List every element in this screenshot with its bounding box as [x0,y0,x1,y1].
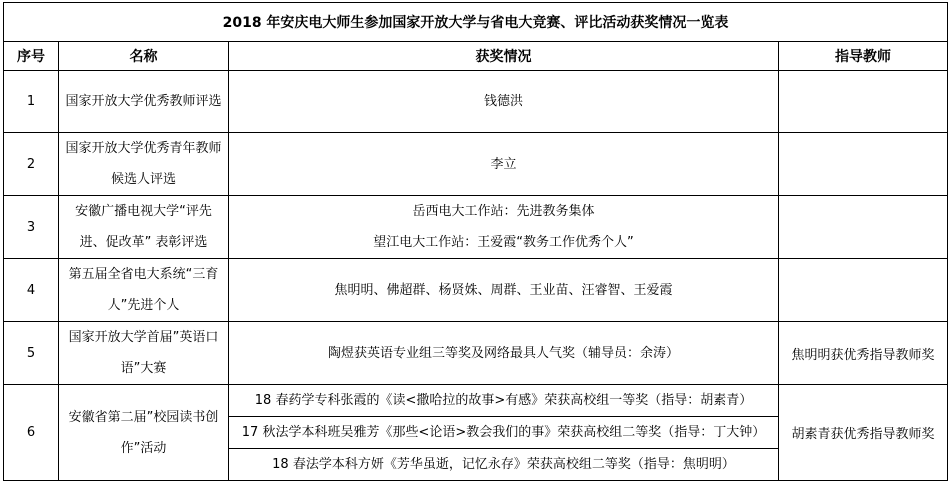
row-award [229,385,779,417]
row-name-text: 第五届全省电大系统“三育人”先进个人 [68,267,219,313]
row-no: 3 [4,196,59,259]
row-teacher [779,259,948,322]
table-row [4,196,948,259]
table-row [4,71,948,133]
row-teacher: 焦明明获优秀指导教师奖 [779,322,948,385]
header-no: 序号 [4,42,59,71]
award-line: 陶煜获英语专业组三等奖及网络最具人气奖（辅导员：余涛） [327,345,679,361]
table-row [4,322,948,385]
header-name: 名称 [59,42,229,71]
table-row [4,133,948,196]
row-award [229,449,779,481]
row-teacher [779,71,948,133]
header-teacher: 指导教师 [779,42,948,71]
award-line: 钱德洪 [483,94,523,109]
row-award [229,322,779,385]
row-no: 4 [4,259,59,322]
row-name-text: 国家开放大学优秀青年教师候选人评选 [65,141,222,187]
row-teacher: 胡素青获优秀指导教师奖 [779,385,948,481]
header-award: 获奖情况 [229,42,779,71]
row-teacher [779,133,948,196]
row-award [229,196,779,259]
row-name-text: 国家开放大学首届”英语口语”大赛 [68,330,219,376]
award-line: 18 春药学专科张霞的《读<撒哈拉的故事>有感》荣获高校组一等奖（指导：胡素青） [254,393,753,408]
table-row [4,259,948,322]
awards-table [3,2,948,481]
row-teacher [779,196,948,259]
award-line: 望江电大工作站：王爱霞“教务工作优秀个人” [373,235,634,250]
row-name [59,196,229,259]
row-no: 6 [4,385,59,481]
row-award [229,133,779,196]
award-line: 岳西电大工作站：先进教务集体 [412,204,595,219]
row-award [229,417,779,449]
row-no: 5 [4,322,59,385]
row-name [59,133,229,196]
row-name [59,71,229,133]
award-line: 18 春法学本科方妍《芳华虽逝，记忆永存》荣获高校组二等奖（指导：焦明明） [272,457,735,472]
row-name-text: 安徽广播电视大学“评先进、促改革” 表彰评选 [75,204,212,250]
row-no: 1 [4,71,59,133]
row-name-text: 国家开放大学优秀教师评选 [65,94,222,109]
table-title: 2018 年安庆电大师生参加国家开放大学与省电大竞赛、评比活动获奖情况一览表 [4,3,948,42]
row-name [59,322,229,385]
row-name [59,385,229,481]
table-row [4,385,948,417]
award-line: 17 秋法学本科班吴雅芳《那些<论语>教会我们的事》荣获高校组二等奖（指导：丁大钟） [241,425,766,440]
award-line: 李立 [490,156,517,172]
row-name [59,259,229,322]
row-award [229,259,779,322]
row-name-text: 安徽省第二届”校园读书创作”活动 [68,409,219,456]
row-award [229,71,779,133]
row-no: 2 [4,133,59,196]
award-line: 焦明明、佛超群、杨贤姝、周群、王业苗、汪睿智、王爱霞 [334,282,673,298]
